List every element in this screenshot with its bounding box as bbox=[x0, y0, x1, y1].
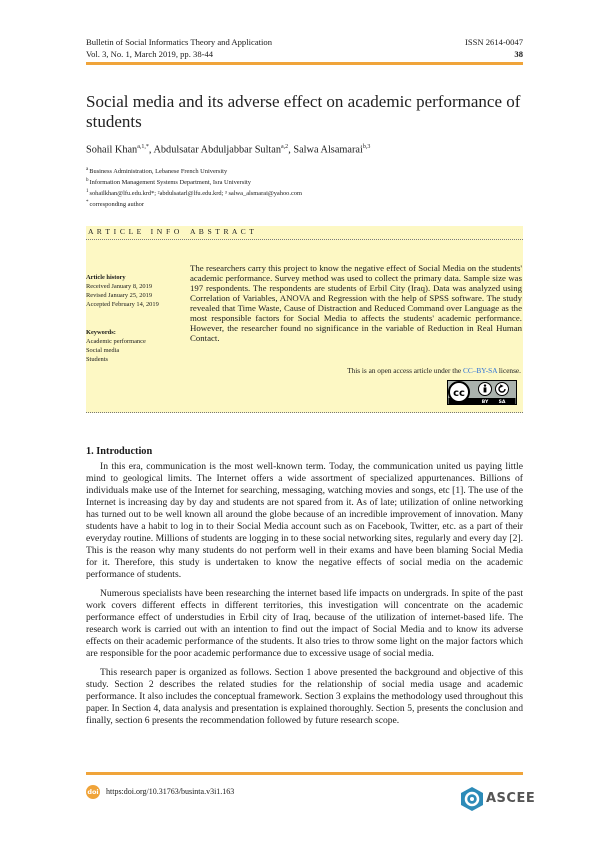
author-name: Abdulsatar Abduljabbar Sultan bbox=[153, 144, 282, 156]
license-suffix: license. bbox=[497, 366, 521, 375]
affiliation-line bbox=[86, 166, 506, 177]
affiliation-line bbox=[86, 199, 506, 210]
ascee-logo bbox=[460, 786, 536, 812]
publisher-name: ASCEE bbox=[486, 791, 536, 806]
keyword: Students bbox=[86, 356, 109, 363]
cc-by-sa-badge[interactable] bbox=[447, 380, 517, 405]
doi-icon: doi bbox=[86, 785, 100, 799]
history-heading: Article history bbox=[86, 274, 126, 281]
affiliation-mark: * bbox=[86, 200, 89, 206]
history-received: Received January 8, 2019 bbox=[86, 283, 153, 290]
history-accepted: Accepted February 14, 2019 bbox=[86, 301, 159, 308]
introduction-body bbox=[86, 461, 523, 734]
affiliation-text: Business Administration, Lebanese French University bbox=[89, 168, 228, 176]
author-separator: , bbox=[148, 144, 154, 156]
footer-rule bbox=[86, 772, 523, 775]
paragraph: In this era, communication is the most well-known term. Today, the communication united us paying little mind to geological limits. The Internet offers a wide assortment of specialized appurtenances. Billions of individuals make use of the Internet for searching, messaging, watching movies and songs, etc [1]. The use of the Internet is increasing day by day and students are not spared from it. As of late; utilization of online networking has turned out to be well known all around the globe because of an incredible improvement of innovation. Many students have a habit to log in to their Social Media account such as on Facebook, Twitter, etc. as a part of their everyday routine. Millions of students are logging in to these social networking sites, regularly and every day [2]. This is the reason why many students do not perform well in their exams and have been blaming Social Media for it. Therefore, this study is undertaken to know the negative effects of social media on the academic performance of students. bbox=[86, 461, 523, 580]
section-heading-introduction: 1. Introduction bbox=[86, 446, 153, 457]
author-list bbox=[86, 144, 370, 155]
page-number: 38 bbox=[514, 49, 523, 59]
affiliation-line bbox=[86, 177, 506, 188]
doi-link[interactable]: https:doi.org/10.31763/businta.v3i1.163 bbox=[106, 787, 235, 796]
affiliation-text: sohailkhan@lfu.edu.krd*; ²abdulsatarl@lfu.edu.krd; ³ salwa_alsmarai@yahoo.com bbox=[89, 190, 302, 198]
keywords-heading: Keywords: bbox=[86, 329, 116, 336]
keyword: Academic performance bbox=[86, 338, 146, 345]
author-marks: a,2 bbox=[281, 144, 289, 150]
author-marks: a,1,* bbox=[137, 144, 149, 150]
abstract-text: The researchers carry this project to know the negative effect of Social Media on the students' academic performance. Survey method was used to collect the primary data. Sample size was 197 respondents. The respondents are students of Erbil City (Iraq). Data was analyzed using Correlation of Variables, ANOVA and Regression with the help of SPSS software. The study revealed that Time Waste, Cause of Distraction and Reduced Command over Language as the most responsible factors for Social Media to affects the students' academic performance. However, the researcher found no significance in the variable of Reduction in Real Human Contact. bbox=[190, 263, 522, 343]
paper-title: Social media and its adverse effect on academic performance of students bbox=[86, 92, 521, 131]
history-revised: Revised January 25, 2019 bbox=[86, 292, 153, 299]
affiliation-text: Information Management Systems Department, Isra University bbox=[89, 179, 252, 187]
info-divider bbox=[86, 239, 523, 240]
cc-license-icon bbox=[447, 380, 517, 405]
info-box-bottom-rule bbox=[86, 412, 523, 413]
abstract-label: A B S T R A C T bbox=[190, 227, 255, 236]
paragraph: Numerous specialists have been researching the internet based life impacts on undergrads. In spite of the past work covers different effects in different territories, this investigation will concentrate on the academic performance effect of understudies in Erbil city of Iraq, because of the utilization of internet-based life. The research work is carried out with an intention to find out the impact of Social Media and to know its adverse effects on their academic performance of the students. It also tries to throw some light on the major factors which are responsible for the poor academic performance due to excessive usage of social media. bbox=[86, 588, 523, 659]
license-statement bbox=[347, 366, 521, 375]
author-separator: , bbox=[288, 144, 294, 156]
affiliation-mark: 1 bbox=[86, 189, 89, 195]
paragraph: This research paper is organized as follows. Section 1 above presented the background and objective of this study. Section 2 describes the related studies for the relationship of social media usage and academic performance. It also includes the conceptual framework. Section 3 explains the methodology used throughout this paper. In Section 4, data analysis and presentation is explained thoroughly. Section 5, presents the conclusion and finally, section 6 presents the recommendation followed by future research scope. bbox=[86, 667, 523, 726]
cc-badge-sa: SA bbox=[498, 400, 506, 405]
affiliation-text: corresponding author bbox=[89, 201, 144, 209]
keyword: Social media bbox=[86, 347, 120, 354]
affiliation-line bbox=[86, 188, 506, 199]
license-prefix: This is an open access article under the bbox=[347, 366, 463, 375]
issn: ISSN 2614-0047 bbox=[464, 37, 523, 47]
cc-badge-by: BY bbox=[481, 400, 489, 405]
volume-info: Vol. 3, No. 1, March 2019, pp. 38-44 bbox=[86, 49, 214, 59]
affiliations bbox=[86, 166, 506, 210]
article-history bbox=[86, 273, 184, 309]
license-link[interactable]: CC–BY-SA bbox=[463, 366, 498, 375]
author-marks: b,3 bbox=[362, 144, 371, 150]
journal-name: Bulletin of Social Informatics Theory and Application bbox=[86, 37, 272, 47]
author-name: Sohail Khan bbox=[86, 144, 138, 156]
affiliation-mark: b bbox=[86, 178, 89, 184]
ascee-hexagon-icon bbox=[460, 786, 484, 812]
article-info-label: A R T I C L E I N F O bbox=[88, 227, 181, 236]
header-rule bbox=[86, 62, 523, 65]
author-name: Salwa Alsamarai bbox=[293, 144, 363, 156]
cc-badge-main: cc bbox=[453, 388, 465, 399]
keywords bbox=[86, 328, 184, 364]
affiliation-mark: a bbox=[86, 167, 89, 172]
